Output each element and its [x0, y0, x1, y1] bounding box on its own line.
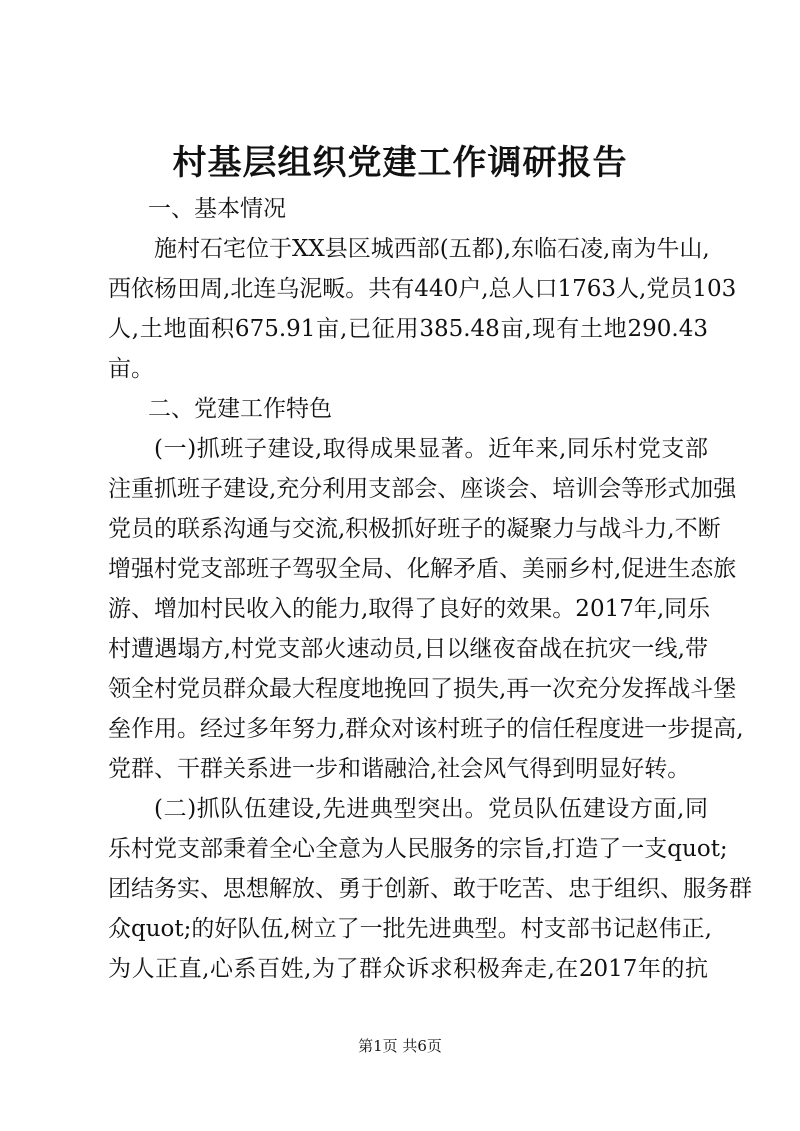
page-indicator: 第1页 共6页 [358, 1037, 442, 1055]
paragraph-line: 亩。 [108, 356, 154, 382]
paragraph-line: 党群、干群关系进一步和谐融洽,社会风气得到明显好转。 [108, 756, 691, 782]
paragraph-line: 游、增加村民收入的能力,取得了良好的效果。2017年,同乐 [108, 596, 711, 622]
paragraph-line: 人,土地面积675.91亩,已征用385.48亩,现有土地290.43 [108, 316, 708, 342]
paragraph-line: 西依杨田周,北连乌泥畈。共有440户,总人口1763人,党员103 [108, 276, 737, 302]
paragraph-line: (二)抓队伍建设,先进典型突出。党员队伍建设方面,同 [154, 796, 708, 822]
paragraph-line: (一)抓班子建设,取得成果显著。近年来,同乐村党支部 [154, 436, 708, 462]
paragraph-line: 垒作用。经过多年努力,群众对该村班子的信任程度进一步提高, [108, 716, 744, 742]
paragraph-line: 施村石宅位于XX县区城西部(五都),东临石凌,南为牛山, [154, 236, 710, 262]
paragraph-line: 增强村党支部班子驾驭全局、化解矛盾、美丽乡村,促进生态旅 [108, 556, 737, 582]
paragraph-line: 村遭遇塌方,村党支部火速动员,日以继夜奋战在抗灾一线,带 [108, 636, 708, 662]
paragraph-line: 党员的联系沟通与交流,积极抓好班子的凝聚力与战斗力,不断 [108, 516, 721, 542]
paragraph-line: 团结务实、思想解放、勇于创新、敢于吃苦、忠于组织、服务群 [108, 876, 752, 902]
document-title: 村基层组织党建工作调研报告 [172, 143, 628, 183]
paragraph-line: 为人正直,心系百姓,为了群众诉求积极奔走,在2017年的抗 [108, 956, 708, 982]
paragraph-line: 注重抓班子建设,充分利用支部会、座谈会、培训会等形式加强 [108, 476, 737, 502]
paragraph-line: 乐村党支部秉着全心全意为人民服务的宗旨,打造了一支quot; [108, 836, 728, 862]
section-heading-party-features: 二、党建工作特色 [148, 396, 332, 422]
paragraph-line: 众quot;的好队伍,树立了一批先进典型。村支部书记赵伟正, [108, 916, 712, 942]
section-heading-basic-info: 一、基本情况 [148, 196, 286, 222]
paragraph-line: 领全村党员群众最大程度地挽回了损失,再一次充分发挥战斗堡 [108, 676, 737, 702]
